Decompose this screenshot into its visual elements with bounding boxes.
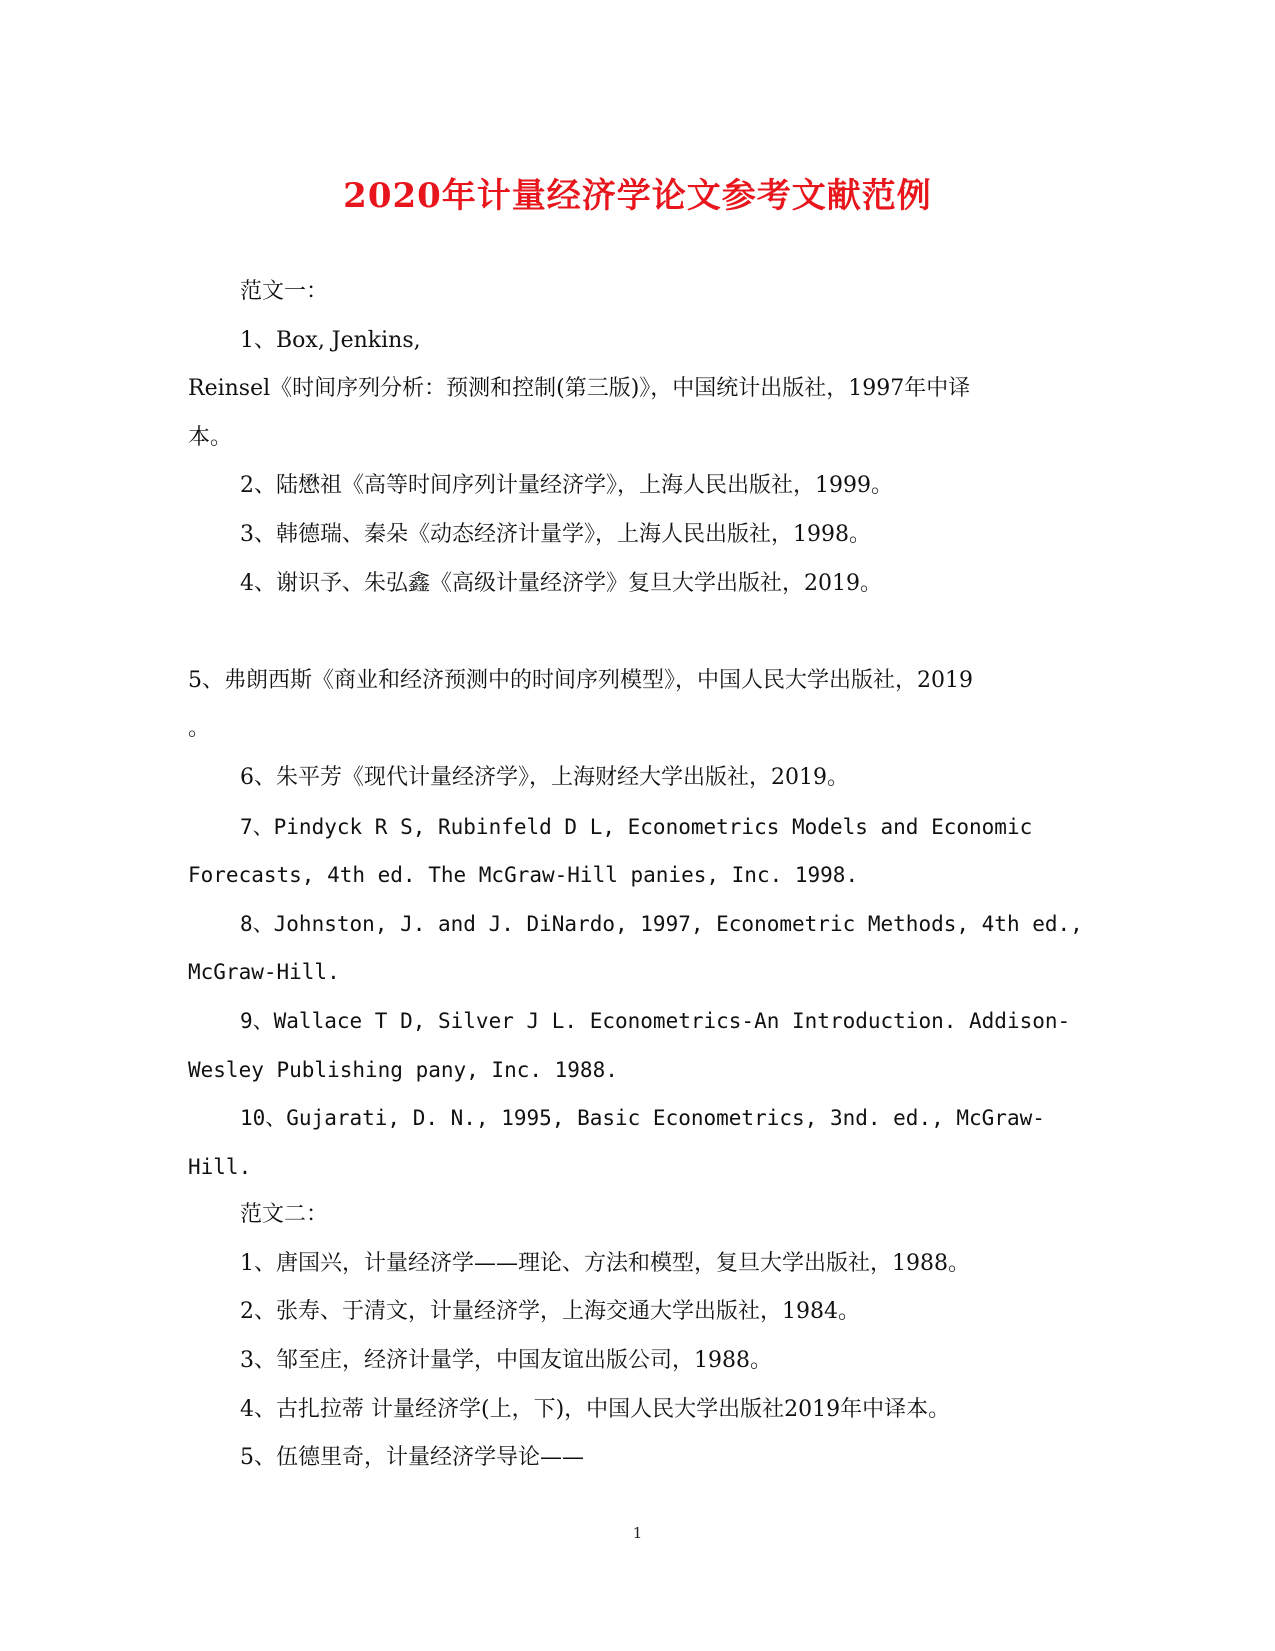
reference-5-line-1: 5、弗朗西斯《商业和经济预测中的时间序列模型》，中国人民大学出版社，2019	[188, 667, 973, 693]
page-number: 1	[632, 1524, 643, 1542]
reference-2-2: 2、张寿、于清文，计量经济学，上海交通大学出版社，1984。	[240, 1299, 860, 1325]
reference-2-3: 3、邹至庄，经济计量学，中国友谊出版公司，1988。	[240, 1348, 772, 1374]
reference-2-4: 4、古扎拉蒂 计量经济学(上，下)，中国人民大学出版社2019年中译本。	[240, 1396, 951, 1422]
reference-7-line-2: Forecasts, 4th ed. The McGraw-Hill panies, Inc. 1998.	[188, 863, 859, 888]
reference-10-line-2: Hill.	[188, 1154, 252, 1179]
reference-3: 3、韩德瑞、秦朵《动态经济计量学》，上海人民出版社，1998。	[240, 521, 871, 547]
document-body	[188, 268, 1088, 1483]
reference-5-line-2: 。	[188, 716, 211, 742]
reference-6: 6、朱平芳《现代计量经济学》，上海财经大学出版社，2019。	[240, 764, 849, 790]
paragraph-gap	[188, 608, 1088, 657]
reference-1-line-2: Reinsel《时间序列分析：预测和控制(第三版)》，中国统计出版社，1997年中译	[188, 376, 971, 402]
document-title: 2020年计量经济学论文参考文献范例	[343, 176, 932, 216]
reference-2-5: 5、伍德里奇，计量经济学导论——	[240, 1445, 584, 1471]
reference-1-line-3: 本。	[188, 424, 233, 450]
reference-9-line-2: Wesley Publishing pany, Inc. 1988.	[188, 1057, 618, 1082]
section-heading-2: 范文二：	[240, 1202, 329, 1228]
reference-9-line-1: 9、Wallace T D, Silver J L. Econometrics-An Introduction. Addison-	[240, 1008, 1071, 1033]
reference-2: 2、陆懋祖《高等时间序列计量经济学》，上海人民出版社，1999。	[240, 473, 893, 499]
reference-7-line-1: 7、Pindyck R S, Rubinfeld D L, Econometrics Models and Economic	[240, 814, 1033, 839]
reference-10-line-1: 10、Gujarati, D. N., 1995, Basic Econometrics, 3nd. ed., McGraw-	[240, 1106, 1045, 1131]
reference-8-line-1: 8、Johnston, J. and J. DiNardo, 1997, Econometric Methods, 4th ed.,	[240, 911, 1083, 936]
reference-1-line-1: 1、Box, Jenkins,	[240, 327, 421, 353]
reference-4: 4、谢识予、朱弘鑫《高级计量经济学》复旦大学出版社，2019。	[240, 570, 882, 596]
reference-2-1: 1、唐国兴，计量经济学——理论、方法和模型，复旦大学出版社，1988。	[240, 1250, 970, 1276]
reference-8-line-2: McGraw-Hill.	[188, 960, 340, 985]
section-heading-1: 范文一：	[240, 279, 329, 304]
